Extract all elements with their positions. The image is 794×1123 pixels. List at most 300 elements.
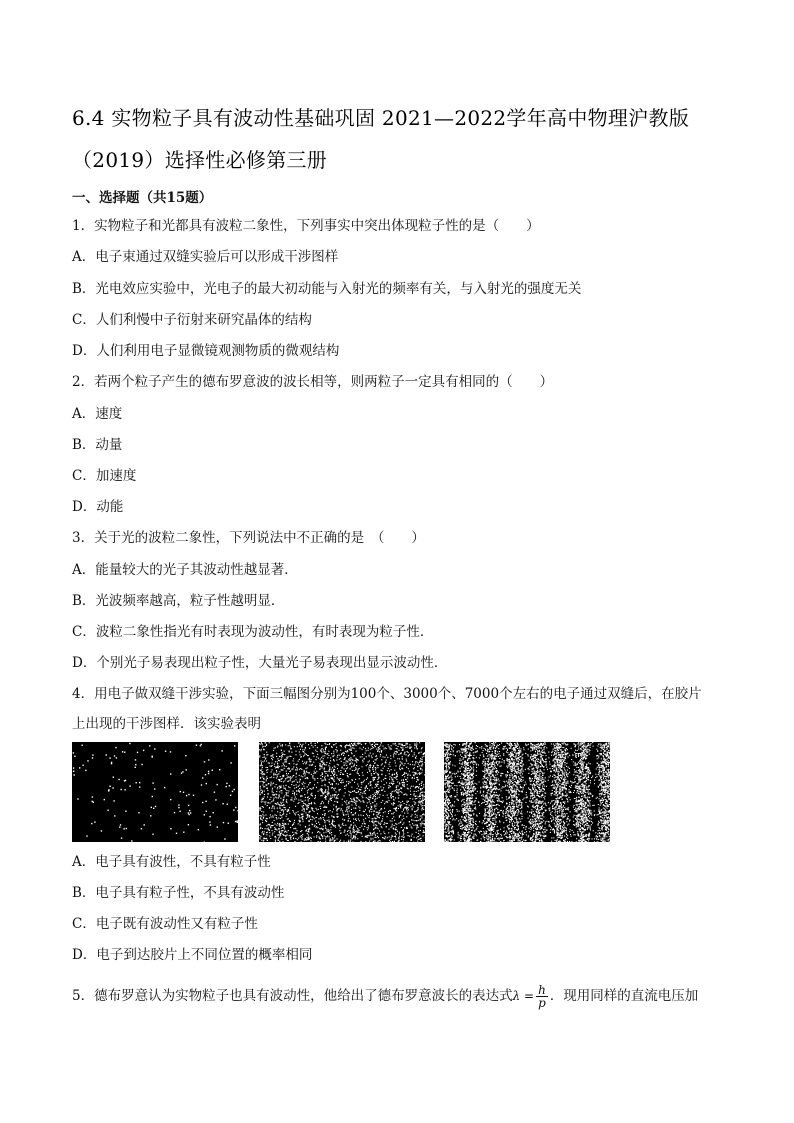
electron-hit-dot <box>419 801 420 802</box>
electron-hit-dot <box>273 792 274 793</box>
electron-hit-dot <box>503 810 504 811</box>
electron-hit-dot <box>373 766 374 767</box>
electron-hit-dot <box>379 812 380 813</box>
electron-hit-dot <box>204 814 205 815</box>
electron-hit-dot <box>309 798 310 799</box>
electron-hit-dot <box>373 765 374 766</box>
electron-hit-dot <box>601 775 602 776</box>
electron-hit-dot <box>446 777 447 778</box>
electron-hit-dot <box>590 794 591 795</box>
electron-hit-dot <box>304 755 305 756</box>
electron-hit-dot <box>412 834 413 835</box>
electron-hit-dot <box>591 818 592 819</box>
electron-hit-dot <box>267 840 268 841</box>
electron-hit-dot <box>273 783 274 784</box>
electron-hit-dot <box>319 838 320 839</box>
electron-hit-dot <box>315 768 316 769</box>
electron-hit-dot <box>509 834 510 835</box>
electron-hit-dot <box>186 769 187 770</box>
electron-hit-dot <box>336 807 337 808</box>
electron-hit-dot <box>320 817 321 818</box>
electron-hit-dot <box>334 841 335 842</box>
electron-hit-dot <box>182 771 183 772</box>
electron-hit-dot <box>261 811 262 812</box>
electron-hit-dot <box>349 811 350 812</box>
electron-hit-dot <box>407 746 408 747</box>
electron-hit-dot <box>298 761 299 762</box>
electron-hit-dot <box>350 832 351 833</box>
electron-hit-dot <box>294 813 295 814</box>
electron-hit-dot <box>320 841 321 842</box>
electron-hit-dot <box>311 759 312 760</box>
electron-hit-dot <box>416 743 417 744</box>
electron-hit-dot <box>484 802 485 803</box>
electron-hit-dot <box>299 815 300 816</box>
electron-hit-dot <box>311 745 312 746</box>
electron-hit-dot <box>450 776 451 777</box>
electron-hit-dot <box>554 764 555 765</box>
electron-hit-dot <box>345 747 346 748</box>
electron-hit-dot <box>265 801 266 802</box>
electron-hit-dot <box>317 747 318 748</box>
electron-hit-dot <box>365 809 366 810</box>
electron-hit-dot <box>331 772 332 773</box>
electron-hit-dot <box>498 763 499 764</box>
electron-hit-dot <box>303 763 304 764</box>
question-3-option-d: D．个别光子易表现出粒子性，大量光子易表现出显示波动性． <box>72 655 448 671</box>
electron-hit-dot <box>404 786 405 787</box>
electron-hit-dot <box>341 780 342 781</box>
electron-hit-dot <box>519 837 520 838</box>
electron-hit-dot <box>365 753 366 754</box>
electron-hit-dot <box>373 825 374 826</box>
electron-hit-dot <box>303 751 304 752</box>
question-1-option-c: C．人们利慢中子衍射来研究晶体的结构 <box>72 312 312 328</box>
electron-hit-dot <box>416 837 417 838</box>
electron-hit-dot <box>304 771 305 772</box>
electron-hit-dot <box>412 764 413 765</box>
electron-hit-dot <box>398 754 399 755</box>
electron-hit-dot <box>454 785 455 786</box>
electron-hit-dot <box>565 764 566 765</box>
electron-hit-dot <box>392 791 393 792</box>
electron-hit-dot <box>418 839 419 840</box>
electron-hit-dot <box>278 818 279 819</box>
electron-hit-dot <box>329 830 330 831</box>
electron-hit-dot <box>271 782 272 783</box>
electron-hit-dot <box>350 757 351 758</box>
electron-hit-dot <box>339 755 340 756</box>
electron-hit-dot <box>277 776 278 777</box>
electron-hit-dot <box>492 785 493 786</box>
electron-hit-dot <box>322 772 323 773</box>
electron-hit-dot <box>334 772 335 773</box>
electron-hit-dot <box>544 829 545 830</box>
electron-hit-dot <box>324 743 325 744</box>
electron-hit-dot <box>475 804 476 805</box>
electron-hit-dot <box>403 839 404 840</box>
electron-hit-dot <box>275 836 276 837</box>
electron-hit-dot <box>393 803 394 804</box>
electron-hit-dot <box>416 777 417 778</box>
electron-hit-dot <box>278 838 279 839</box>
electron-hit-dot <box>411 806 412 807</box>
electron-hit-dot <box>267 767 268 768</box>
electron-hit-dot <box>607 820 608 821</box>
electron-hit-dot <box>401 762 402 763</box>
electron-hit-dot <box>325 828 326 829</box>
electron-hit-dot <box>341 754 342 755</box>
electron-hit-dot <box>471 841 472 842</box>
electron-hit-dot <box>301 814 302 815</box>
electron-hit-dot <box>445 802 446 803</box>
electron-hit-dot <box>297 782 298 783</box>
electron-hit-dot <box>553 744 554 745</box>
electron-hit-dot <box>401 805 402 806</box>
electron-hit-dot <box>313 787 314 788</box>
electron-hit-dot <box>348 791 349 792</box>
electron-hit-dot <box>590 743 591 744</box>
electron-hit-dot <box>271 771 272 772</box>
electron-hit-dot <box>578 762 579 763</box>
electron-hit-dot <box>399 836 400 837</box>
electron-hit-dot <box>93 802 94 803</box>
electron-hit-dot <box>381 790 382 791</box>
electron-hit-dot <box>537 800 538 801</box>
electron-hit-dot <box>368 807 369 808</box>
electron-hit-dot <box>265 746 266 747</box>
electron-hit-dot <box>266 779 267 780</box>
electron-hit-dot <box>538 767 539 768</box>
electron-hit-dot <box>375 794 376 795</box>
electron-hit-dot <box>286 838 287 839</box>
electron-hit-dot <box>460 789 461 790</box>
electron-hit-dot <box>578 791 579 792</box>
electron-hit-dot <box>266 754 267 755</box>
electron-hit-dot <box>320 750 321 751</box>
electron-hit-dot <box>391 748 392 749</box>
electron-hit-dot <box>422 802 423 803</box>
electron-hit-dot <box>346 784 347 785</box>
electron-hit-dot <box>398 808 399 809</box>
electron-hit-dot <box>516 821 517 822</box>
electron-hit-dot <box>267 790 268 791</box>
electron-hit-dot <box>131 840 132 841</box>
electron-hit-dot <box>263 812 264 813</box>
electron-hit-dot <box>528 744 529 745</box>
electron-hit-dot <box>415 814 416 815</box>
electron-hit-dot <box>265 757 266 758</box>
electron-hit-dot <box>261 762 262 763</box>
electron-hit-dot <box>273 773 274 774</box>
electron-hit-dot <box>337 798 338 799</box>
electron-hit-dot <box>342 812 343 813</box>
electron-hit-dot <box>535 799 536 800</box>
electron-hit-dot <box>467 760 468 761</box>
electron-hit-dot <box>379 817 380 818</box>
electron-hit-dot <box>375 746 376 747</box>
electron-hit-dot <box>299 820 300 821</box>
electron-hit-dot <box>556 744 557 745</box>
electron-hit-dot <box>286 771 287 772</box>
electron-hit-dot <box>350 792 351 793</box>
electron-hit-dot <box>285 807 286 808</box>
electron-hit-dot <box>398 841 399 842</box>
electron-hit-dot <box>288 768 289 769</box>
electron-hit-dot <box>575 764 576 765</box>
electron-hit-dot <box>353 835 354 836</box>
electron-hit-dot <box>385 761 386 762</box>
electron-hit-dot <box>462 834 463 835</box>
electron-hit-dot <box>377 836 378 837</box>
electron-hit-dot <box>415 798 416 799</box>
electron-hit-dot <box>447 754 448 755</box>
electron-hit-dot <box>358 791 359 792</box>
electron-hit-dot <box>283 788 284 789</box>
electron-hit-dot <box>356 759 357 760</box>
electron-hit-dot <box>204 761 205 762</box>
electron-hit-dot <box>567 744 568 745</box>
electron-hit-dot <box>398 805 399 806</box>
electron-hit-dot <box>385 747 386 748</box>
electron-hit-dot <box>530 798 531 799</box>
electron-hit-dot <box>530 778 531 779</box>
electron-hit-dot <box>277 802 278 803</box>
electron-hit-dot <box>449 748 450 749</box>
electron-hit-dot <box>301 769 302 770</box>
electron-hit-dot <box>517 799 518 800</box>
electron-hit-dot <box>379 746 380 747</box>
electron-hit-dot <box>414 804 415 805</box>
electron-hit-dot <box>597 767 598 768</box>
electron-hit-dot <box>384 784 385 785</box>
electron-hit-dot <box>293 828 294 829</box>
electron-hit-dot <box>369 790 370 791</box>
electron-hit-dot <box>386 748 387 749</box>
electron-hit-dot <box>286 814 287 815</box>
electron-hit-dot <box>344 841 345 842</box>
electron-hit-dot <box>280 818 281 819</box>
electron-hit-dot <box>370 803 371 804</box>
question-3-option-c: C．波粒二象性指光有时表现为波动性，有时表现为粒子性． <box>72 624 434 640</box>
electron-hit-dot <box>538 746 539 747</box>
electron-hit-dot <box>420 825 421 826</box>
electron-hit-dot <box>377 773 378 774</box>
electron-hit-dot <box>411 816 412 817</box>
electron-hit-dot <box>229 785 230 786</box>
electron-hit-dot <box>322 829 323 830</box>
electron-hit-dot <box>336 806 337 807</box>
electron-hit-dot <box>558 830 559 831</box>
electron-hit-dot <box>540 769 541 770</box>
electron-hit-dot <box>605 835 606 836</box>
electron-hit-dot <box>517 746 518 747</box>
electron-hit-dot <box>297 746 298 747</box>
electron-hit-dot <box>353 756 354 757</box>
electron-hit-dot <box>318 822 319 823</box>
electron-hit-dot <box>294 746 295 747</box>
electron-hit-dot <box>331 815 332 816</box>
electron-hit-dot <box>304 762 305 763</box>
electron-hit-dot <box>406 743 407 744</box>
electron-hit-dot <box>489 781 490 782</box>
electron-hit-dot <box>446 759 447 760</box>
electron-hit-dot <box>323 819 324 820</box>
electron-hit-dot <box>376 815 377 816</box>
electron-hit-dot <box>505 834 506 835</box>
electron-hit-dot <box>610 802 611 803</box>
electron-hit-dot <box>468 762 469 763</box>
electron-hit-dot <box>337 816 338 817</box>
electron-hit-dot <box>367 829 368 830</box>
electron-hit-dot <box>534 806 535 807</box>
electron-hit-dot <box>272 810 273 811</box>
electron-hit-dot <box>268 828 269 829</box>
electron-hit-dot <box>564 775 565 776</box>
electron-hit-dot <box>397 758 398 759</box>
electron-hit-dot <box>393 783 394 784</box>
electron-hit-dot <box>381 774 382 775</box>
electron-hit-dot <box>298 802 299 803</box>
electron-hit-dot <box>286 757 287 758</box>
electron-hit-dot <box>267 778 268 779</box>
electron-hit-dot <box>391 777 392 778</box>
electron-hit-dot <box>403 833 404 834</box>
electron-hit-dot <box>471 768 472 769</box>
electron-hit-dot <box>267 772 268 773</box>
electron-hit-dot <box>348 802 349 803</box>
electron-hit-dot <box>330 840 331 841</box>
electron-hit-dot <box>565 783 566 784</box>
electron-hit-dot <box>358 799 359 800</box>
electron-hit-dot <box>517 801 518 802</box>
electron-hit-dot <box>417 762 418 763</box>
electron-hit-dot <box>273 825 274 826</box>
electron-hit-dot <box>332 797 333 798</box>
electron-hit-dot <box>599 828 600 829</box>
electron-hit-dot <box>290 776 291 777</box>
electron-hit-dot <box>311 789 312 790</box>
electron-hit-dot <box>276 818 277 819</box>
electron-hit-dot <box>331 834 332 835</box>
electron-hit-dot <box>421 752 422 753</box>
electron-hit-dot <box>321 790 322 791</box>
electron-hit-dot <box>342 779 343 780</box>
electron-hit-dot <box>261 773 262 774</box>
electron-hit-dot <box>124 789 125 790</box>
electron-hit-dot <box>569 772 570 773</box>
electron-hit-dot <box>300 768 301 769</box>
electron-hit-dot <box>420 758 421 759</box>
electron-hit-dot <box>481 795 482 796</box>
electron-hit-dot <box>421 761 422 762</box>
electron-hit-dot <box>295 806 296 807</box>
electron-hit-dot <box>540 766 541 767</box>
electron-hit-dot <box>516 755 517 756</box>
electron-hit-dot <box>302 744 303 745</box>
electron-hit-dot <box>570 792 571 793</box>
electron-hit-dot <box>404 772 405 773</box>
electron-hit-dot <box>329 769 330 770</box>
electron-hit-dot <box>373 778 374 779</box>
electron-hit-dot <box>404 763 405 764</box>
electron-hit-dot <box>403 831 404 832</box>
electron-hit-dot <box>390 776 391 777</box>
electron-hit-dot <box>413 806 414 807</box>
electron-hit-dot <box>497 838 498 839</box>
electron-hit-dot <box>412 823 413 824</box>
electron-hit-dot <box>507 826 508 827</box>
electron-hit-dot <box>279 807 280 808</box>
electron-hit-dot <box>422 807 423 808</box>
electron-hit-dot <box>281 793 282 794</box>
electron-hit-dot <box>393 805 394 806</box>
electron-hit-dot <box>532 746 533 747</box>
electron-hit-dot <box>399 743 400 744</box>
electron-hit-dot <box>305 812 306 813</box>
electron-hit-dot <box>523 747 524 748</box>
electron-hit-dot <box>506 817 507 818</box>
electron-hit-dot <box>391 827 392 828</box>
electron-hit-dot <box>342 753 343 754</box>
electron-hit-dot <box>491 801 492 802</box>
electron-hit-dot <box>388 813 389 814</box>
electron-hit-dot <box>279 760 280 761</box>
electron-hit-dot <box>574 779 575 780</box>
electron-hit-dot <box>288 773 289 774</box>
electron-hit-dot <box>414 793 415 794</box>
electron-hit-dot <box>559 837 560 838</box>
electron-hit-dot <box>389 785 390 786</box>
electron-hit-dot <box>317 778 318 779</box>
electron-hit-dot <box>332 822 333 823</box>
electron-hit-dot <box>330 760 331 761</box>
electron-hit-dot <box>408 756 409 757</box>
electron-hit-dot <box>265 784 266 785</box>
electron-hit-dot <box>355 837 356 838</box>
electron-hit-dot <box>310 782 311 783</box>
electron-hit-dot <box>384 778 385 779</box>
electron-hit-dot <box>409 821 410 822</box>
electron-hit-dot <box>467 832 468 833</box>
electron-hit-dot <box>372 820 373 821</box>
electron-hit-dot <box>331 832 332 833</box>
electron-hit-dot <box>521 807 522 808</box>
electron-hit-dot <box>383 768 384 769</box>
electron-hit-dot <box>401 780 402 781</box>
electron-hit-dot <box>377 841 378 842</box>
electron-hit-dot <box>274 766 275 767</box>
electron-hit-dot <box>350 746 351 747</box>
electron-hit-dot <box>414 791 415 792</box>
electron-hit-dot <box>298 743 299 744</box>
electron-hit-dot <box>82 765 83 766</box>
electron-hit-dot <box>402 824 403 825</box>
electron-hit-dot <box>205 774 206 775</box>
electron-hit-dot <box>272 759 273 760</box>
electron-hit-dot <box>314 779 315 780</box>
electron-hit-dot <box>602 802 603 803</box>
electron-hit-dot <box>306 762 307 763</box>
electron-hit-dot <box>541 797 542 798</box>
electron-hit-dot <box>284 765 285 766</box>
electron-hit-dot <box>299 785 300 786</box>
electron-hit-dot <box>461 756 462 757</box>
electron-hit-dot <box>407 751 408 752</box>
electron-hit-dot <box>226 783 227 784</box>
electron-hit-dot <box>486 838 487 839</box>
electron-hit-dot <box>341 768 342 769</box>
